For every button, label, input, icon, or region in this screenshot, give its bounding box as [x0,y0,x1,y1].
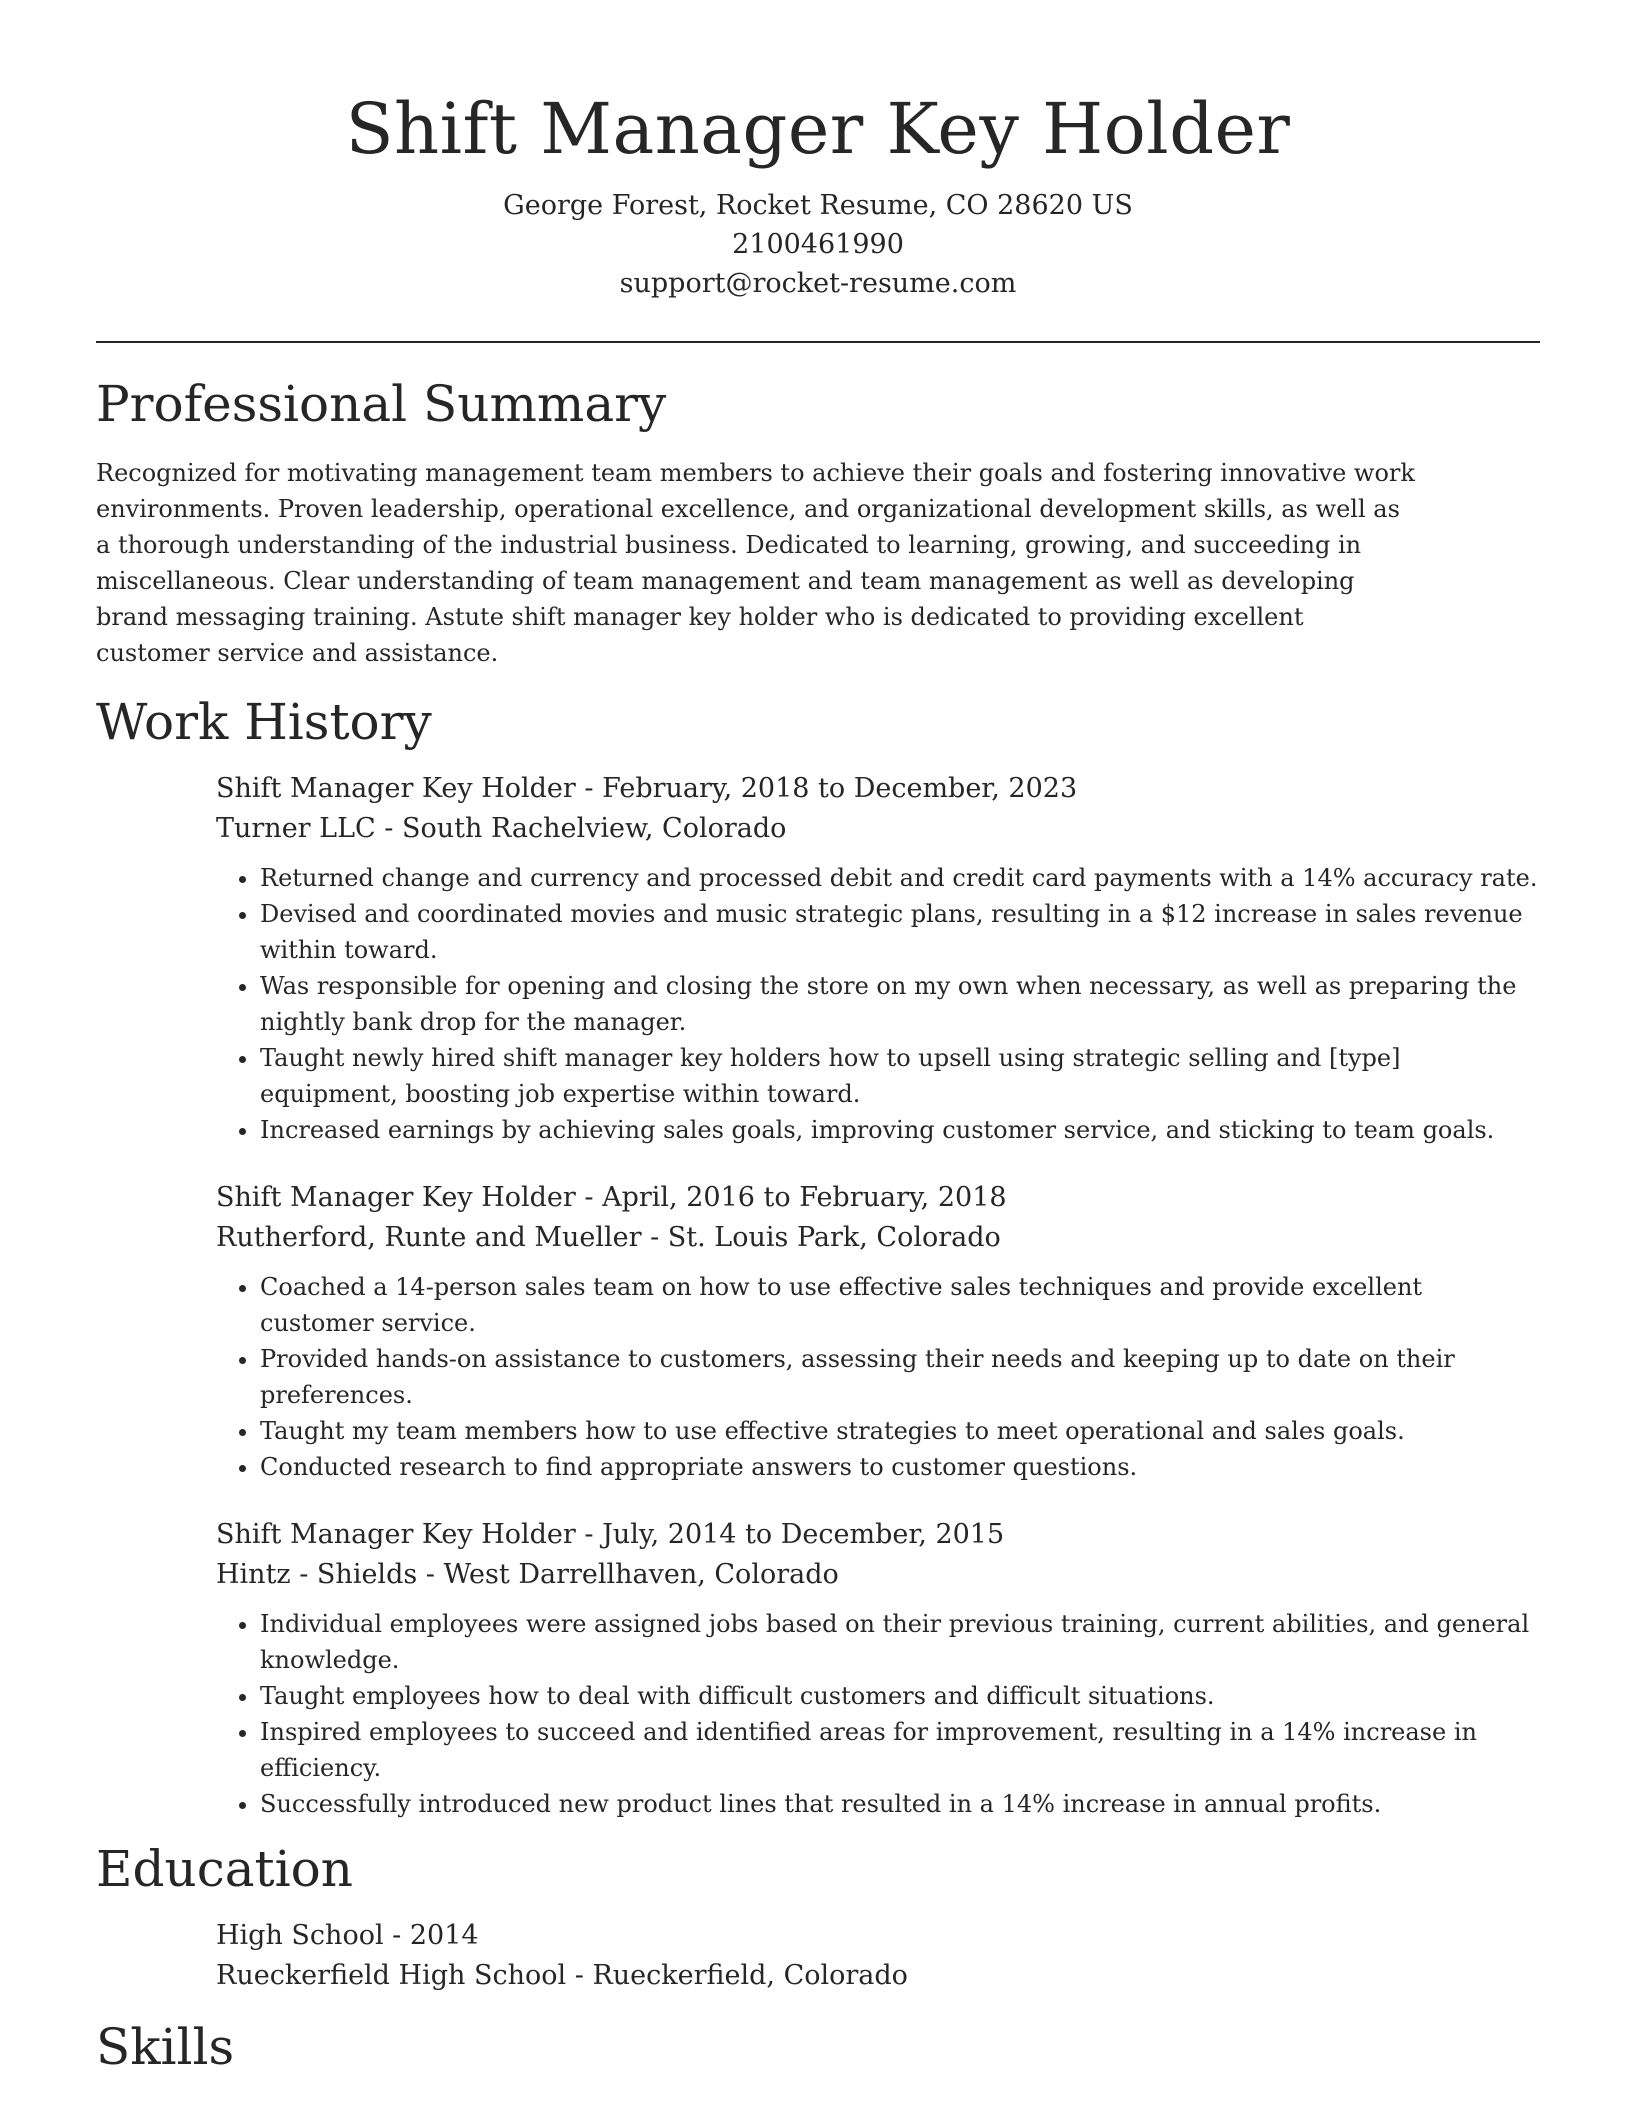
summary-text: Recognized for motivating management team members to achieve their goals and fostering innovative work environments. Proven leadership, operational excellence, and organizational development skills, as well as a thorough understanding of the industrial business. Dedicated to learning, growing, and succeeding in miscellaneous. Clear understanding of team management and team management as well as developing brand messaging training. Astute shift manager key holder who is dedicated to providing excellent customer service and assistance. [96,459,1415,667]
resume-page [96,0,1540,2080]
job-entry [216,1515,1540,1822]
education-school-line [216,1956,1540,1996]
job-company: Turner LLC [216,813,376,844]
job-bullet: • Inspired employees to succeed and identified areas for improvement, resulting in a 14% increase in efficiency. [260,1714,1540,1786]
job-bullet: • Conducted research to find appropriate answers to customer questions. [260,1449,1540,1485]
job-company: Hintz - Shields [216,1559,418,1590]
job-dates: - July, 2014 to December, 2015 [575,1519,1005,1550]
job-bullet: • Taught employees how to deal with difficult customers and difficult situations. [260,1678,1540,1714]
job-bullets [216,1269,1540,1485]
work-history-section [96,689,1540,1822]
job-company-line [216,1218,1540,1258]
skills-heading: Skills [96,2018,235,2076]
job-dates: - February, 2018 to December, 2023 [575,773,1078,804]
skills-section [96,2014,1540,2080]
job-company-line [216,809,1540,849]
resume-header [96,0,1540,303]
candidate-name: Shift Manager Key Holder [345,88,1291,170]
education-location: - Rueckerfield, Colorado [566,1960,908,1991]
contact-phone: 2100461990 [732,229,904,260]
job-title-line [216,1515,1540,1555]
job-bullet: • Was responsible for opening and closing the store on my own when necessary, as well as preparing the nightly bank drop for the manager. [260,968,1540,1040]
education-heading: Education [96,1840,353,1898]
job-entry [216,769,1540,1148]
summary-heading: Professional Summary [96,375,667,433]
contact-block [96,186,1540,303]
job-bullets [216,1606,1540,1822]
summary-section [96,371,1540,671]
job-bullet: • Returned change and currency and processed debit and credit card payments with a 14% accuracy rate. [260,860,1540,896]
job-role: Shift Manager Key Holder [216,773,576,804]
job-title-line [216,1178,1540,1218]
job-location: - West Darrellhaven, Colorado [417,1559,839,1590]
contact-email: support@rocket-resume.com [619,268,1017,299]
education-degree-line [216,1916,1540,1956]
job-bullet: • Individual employees were assigned jobs based on their previous training, current abilities, and general knowledge. [260,1606,1540,1678]
job-dates: - April, 2016 to February, 2018 [575,1182,1007,1213]
job-bullet: • Coached a 14-person sales team on how to use effective sales techniques and provide excellent customer service. [260,1269,1540,1341]
education-degree: High School [216,1920,384,1951]
job-title-line [216,769,1540,809]
contact-address: George Forest, Rocket Resume, CO 28620 US [503,190,1133,221]
education-section [96,1836,1540,1996]
job-bullet: • Increased earnings by achieving sales goals, improving customer service, and sticking to team goals. [260,1112,1540,1148]
job-location: - St. Louis Park, Colorado [641,1222,1001,1253]
job-bullet: • Successfully introduced new product lines that resulted in a 14% increase in annual profits. [260,1786,1540,1822]
job-company-line [216,1555,1540,1595]
work-history-heading: Work History [96,693,432,751]
job-location: - South Rachelview, Colorado [375,813,787,844]
education-entry [216,1916,1540,1996]
job-bullet: • Devised and coordinated movies and music strategic plans, resulting in a $12 increase in sales revenue within toward. [260,896,1540,968]
job-bullets [216,860,1540,1148]
job-bullet: • Provided hands-on assistance to customers, assessing their needs and keeping up to date on their preferences. [260,1341,1540,1413]
education-year: - 2014 [383,1920,479,1951]
job-role: Shift Manager Key Holder [216,1182,576,1213]
job-bullet: • Taught my team members how to use effective strategies to meet operational and sales goals. [260,1413,1540,1449]
job-bullet: • Taught newly hired shift manager key holders how to upsell using strategic selling and [type] equipment, boosting job expertise within toward. [260,1040,1540,1112]
header-divider [96,341,1540,343]
education-school: Rueckerfield High School [216,1960,567,1991]
job-entry [216,1178,1540,1485]
job-company: Rutherford, Runte and Mueller [216,1222,642,1253]
job-role: Shift Manager Key Holder [216,1519,576,1550]
